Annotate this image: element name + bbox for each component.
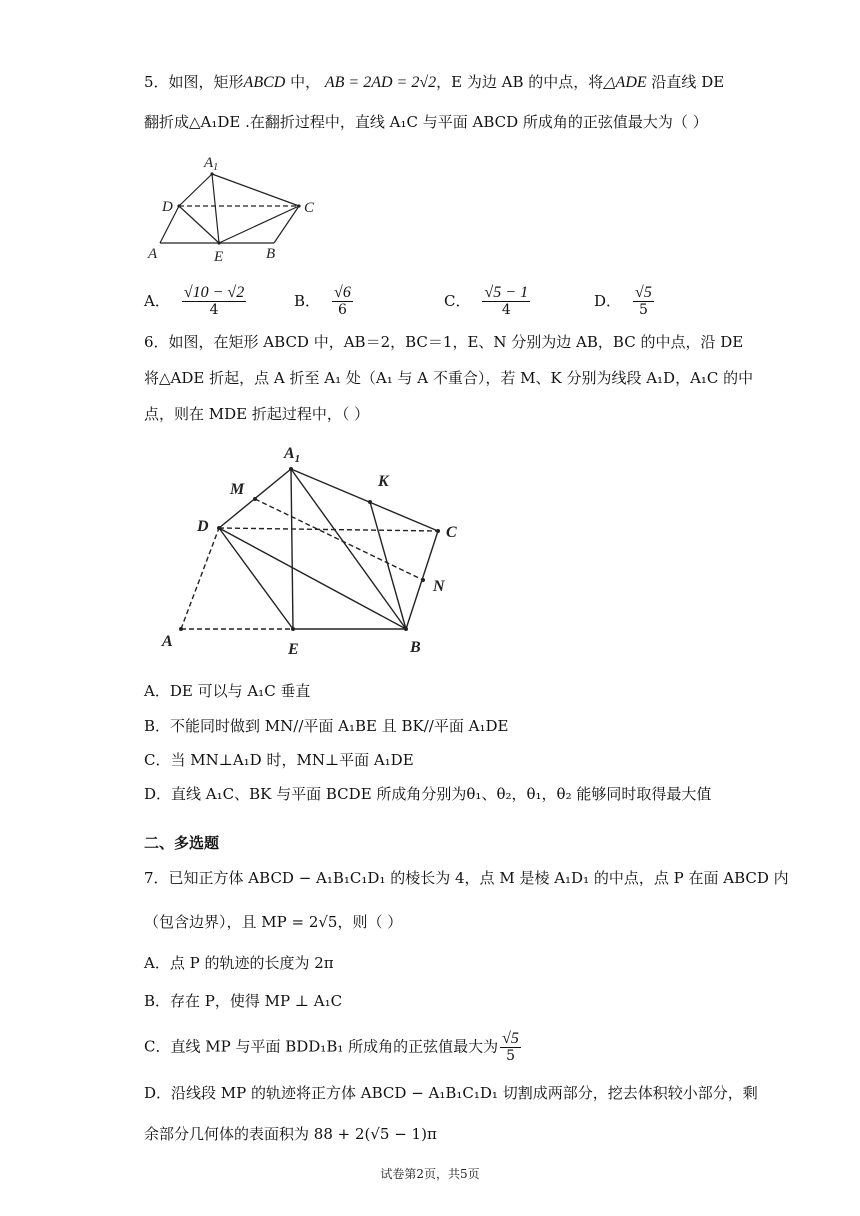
q6-label-d: D — [197, 518, 209, 535]
frac-numerator: √6 — [334, 284, 351, 301]
frac-denominator: 4 — [501, 302, 511, 318]
q5-line-1 — [144, 72, 724, 93]
q5-options — [144, 284, 744, 326]
q5-label-b: B — [266, 246, 276, 262]
frac-denominator: 4 — [209, 302, 219, 318]
frac-denominator: 5 — [638, 302, 648, 318]
q5-equation: AB = 2AD = 2√2 — [324, 74, 437, 91]
q5-text: 中， — [285, 73, 325, 91]
frac-numerator: √5 — [502, 1030, 519, 1047]
q5-label-d: D — [162, 199, 173, 215]
q6-label-a: A — [162, 633, 173, 650]
q7-option-c — [144, 1030, 523, 1065]
frac-denominator: 5 — [506, 1048, 515, 1064]
q6-label-c: C — [446, 524, 457, 541]
q6-label-k: K — [378, 473, 389, 490]
q7-option-c-text: C．直线 MP 与平面 BDD₁B₁ 所成角的正弦值最大为 — [144, 1037, 499, 1056]
q5-text: 沿直线 DE — [646, 73, 725, 91]
q5-option-c — [444, 284, 532, 319]
option-label: C． — [444, 291, 471, 310]
q6-label-m: M — [230, 481, 245, 498]
q7-line-2: （包含边界），且 MP = 2√5，则（ ） — [144, 913, 403, 931]
q6-line-1: 6．如图，在矩形 ABCD 中，AB＝2，BC＝1，E、N 分别为边 AB，BC 的中点，沿 DE — [144, 333, 744, 351]
q5-label-a: A — [148, 246, 158, 262]
q5-label-e: E — [214, 249, 224, 265]
option-label: A． — [144, 291, 170, 310]
q5-text: ，E 为边 AB 的中点，将 — [436, 73, 604, 91]
q7-line-1: 7．已知正方体 ABCD − A₁B₁C₁D₁ 的棱长为 4，点 M 是棱 A₁D₁ 的中点，点 P 在面 ABCD 内 — [144, 869, 789, 887]
q6-line-3: 点，则在 MDE 折起过程中，（ ） — [144, 405, 370, 423]
q6-option-d: D．直线 A₁C、BK 与平面 BCDE 所成角分别为θ₁、θ₂，θ₁，θ₂ 能够同时取得最大值 — [144, 785, 712, 803]
page-footer: 试卷第2页，共5页 — [380, 1167, 480, 1181]
q5-option-d — [594, 284, 656, 319]
q6-label-e: E — [288, 641, 299, 658]
frac-numerator: √5 — [635, 284, 652, 301]
q6-option-c: C．当 MN⊥A₁D 时，MN⊥平面 A₁DE — [144, 751, 414, 769]
q6-option-a: A．DE 可以与 A₁C 垂直 — [144, 682, 311, 700]
q5-line-2: 翻折成△A₁DE .在翻折过程中，直线 A₁C 与平面 ABCD 所成角的正弦值最大为（ ） — [144, 113, 708, 131]
q5-label-c: C — [304, 200, 315, 216]
q6-label-a1: $A_1$ — [284, 445, 301, 465]
q5-option-a — [144, 284, 248, 319]
q7-option-d-line-1: D．沿线段 MP 的轨迹将正方体 ABCD − A₁B₁C₁D₁ 切割成两部分，挖去体积较小部分，剩 — [144, 1084, 758, 1102]
q7-option-a: A．点 P 的轨迹的长度为 2π — [144, 954, 334, 972]
q7-option-d-line-2: 余部分几何体的表面积为 88 + 2(√5 − 1)π — [144, 1125, 437, 1143]
q6-label-b: B — [410, 639, 421, 656]
q5-label-a1: $A_1$ — [204, 155, 219, 173]
option-label: D． — [594, 291, 622, 310]
q5-figure — [144, 150, 324, 265]
frac-numerator: √10 − √2 — [183, 284, 245, 301]
q6-line-2: 将△ADE 折起，点 A 折至 A₁ 处（A₁ 与 A 不重合），若 M、K 分别为线段 A₁D，A₁C 的中 — [144, 369, 754, 387]
q5-option-b — [294, 284, 355, 319]
option-label: B． — [294, 291, 321, 310]
frac-numerator: √5 − 1 — [484, 284, 529, 301]
section-heading: 二、多选题 — [144, 834, 220, 852]
q6-option-b: B．不能同时做到 MN//平面 A₁BE 且 BK//平面 A₁DE — [144, 717, 509, 735]
q6-figure — [150, 436, 480, 666]
q5-rect-name: ABCD — [243, 74, 286, 91]
q5-triangle: △ADE — [603, 74, 647, 91]
q5-text: 5．如图，矩形 — [144, 73, 244, 91]
q7-option-b: B．存在 P，使得 MP ⊥ A₁C — [144, 992, 343, 1010]
q6-label-n: N — [433, 578, 445, 595]
frac-denominator: 6 — [337, 302, 347, 318]
